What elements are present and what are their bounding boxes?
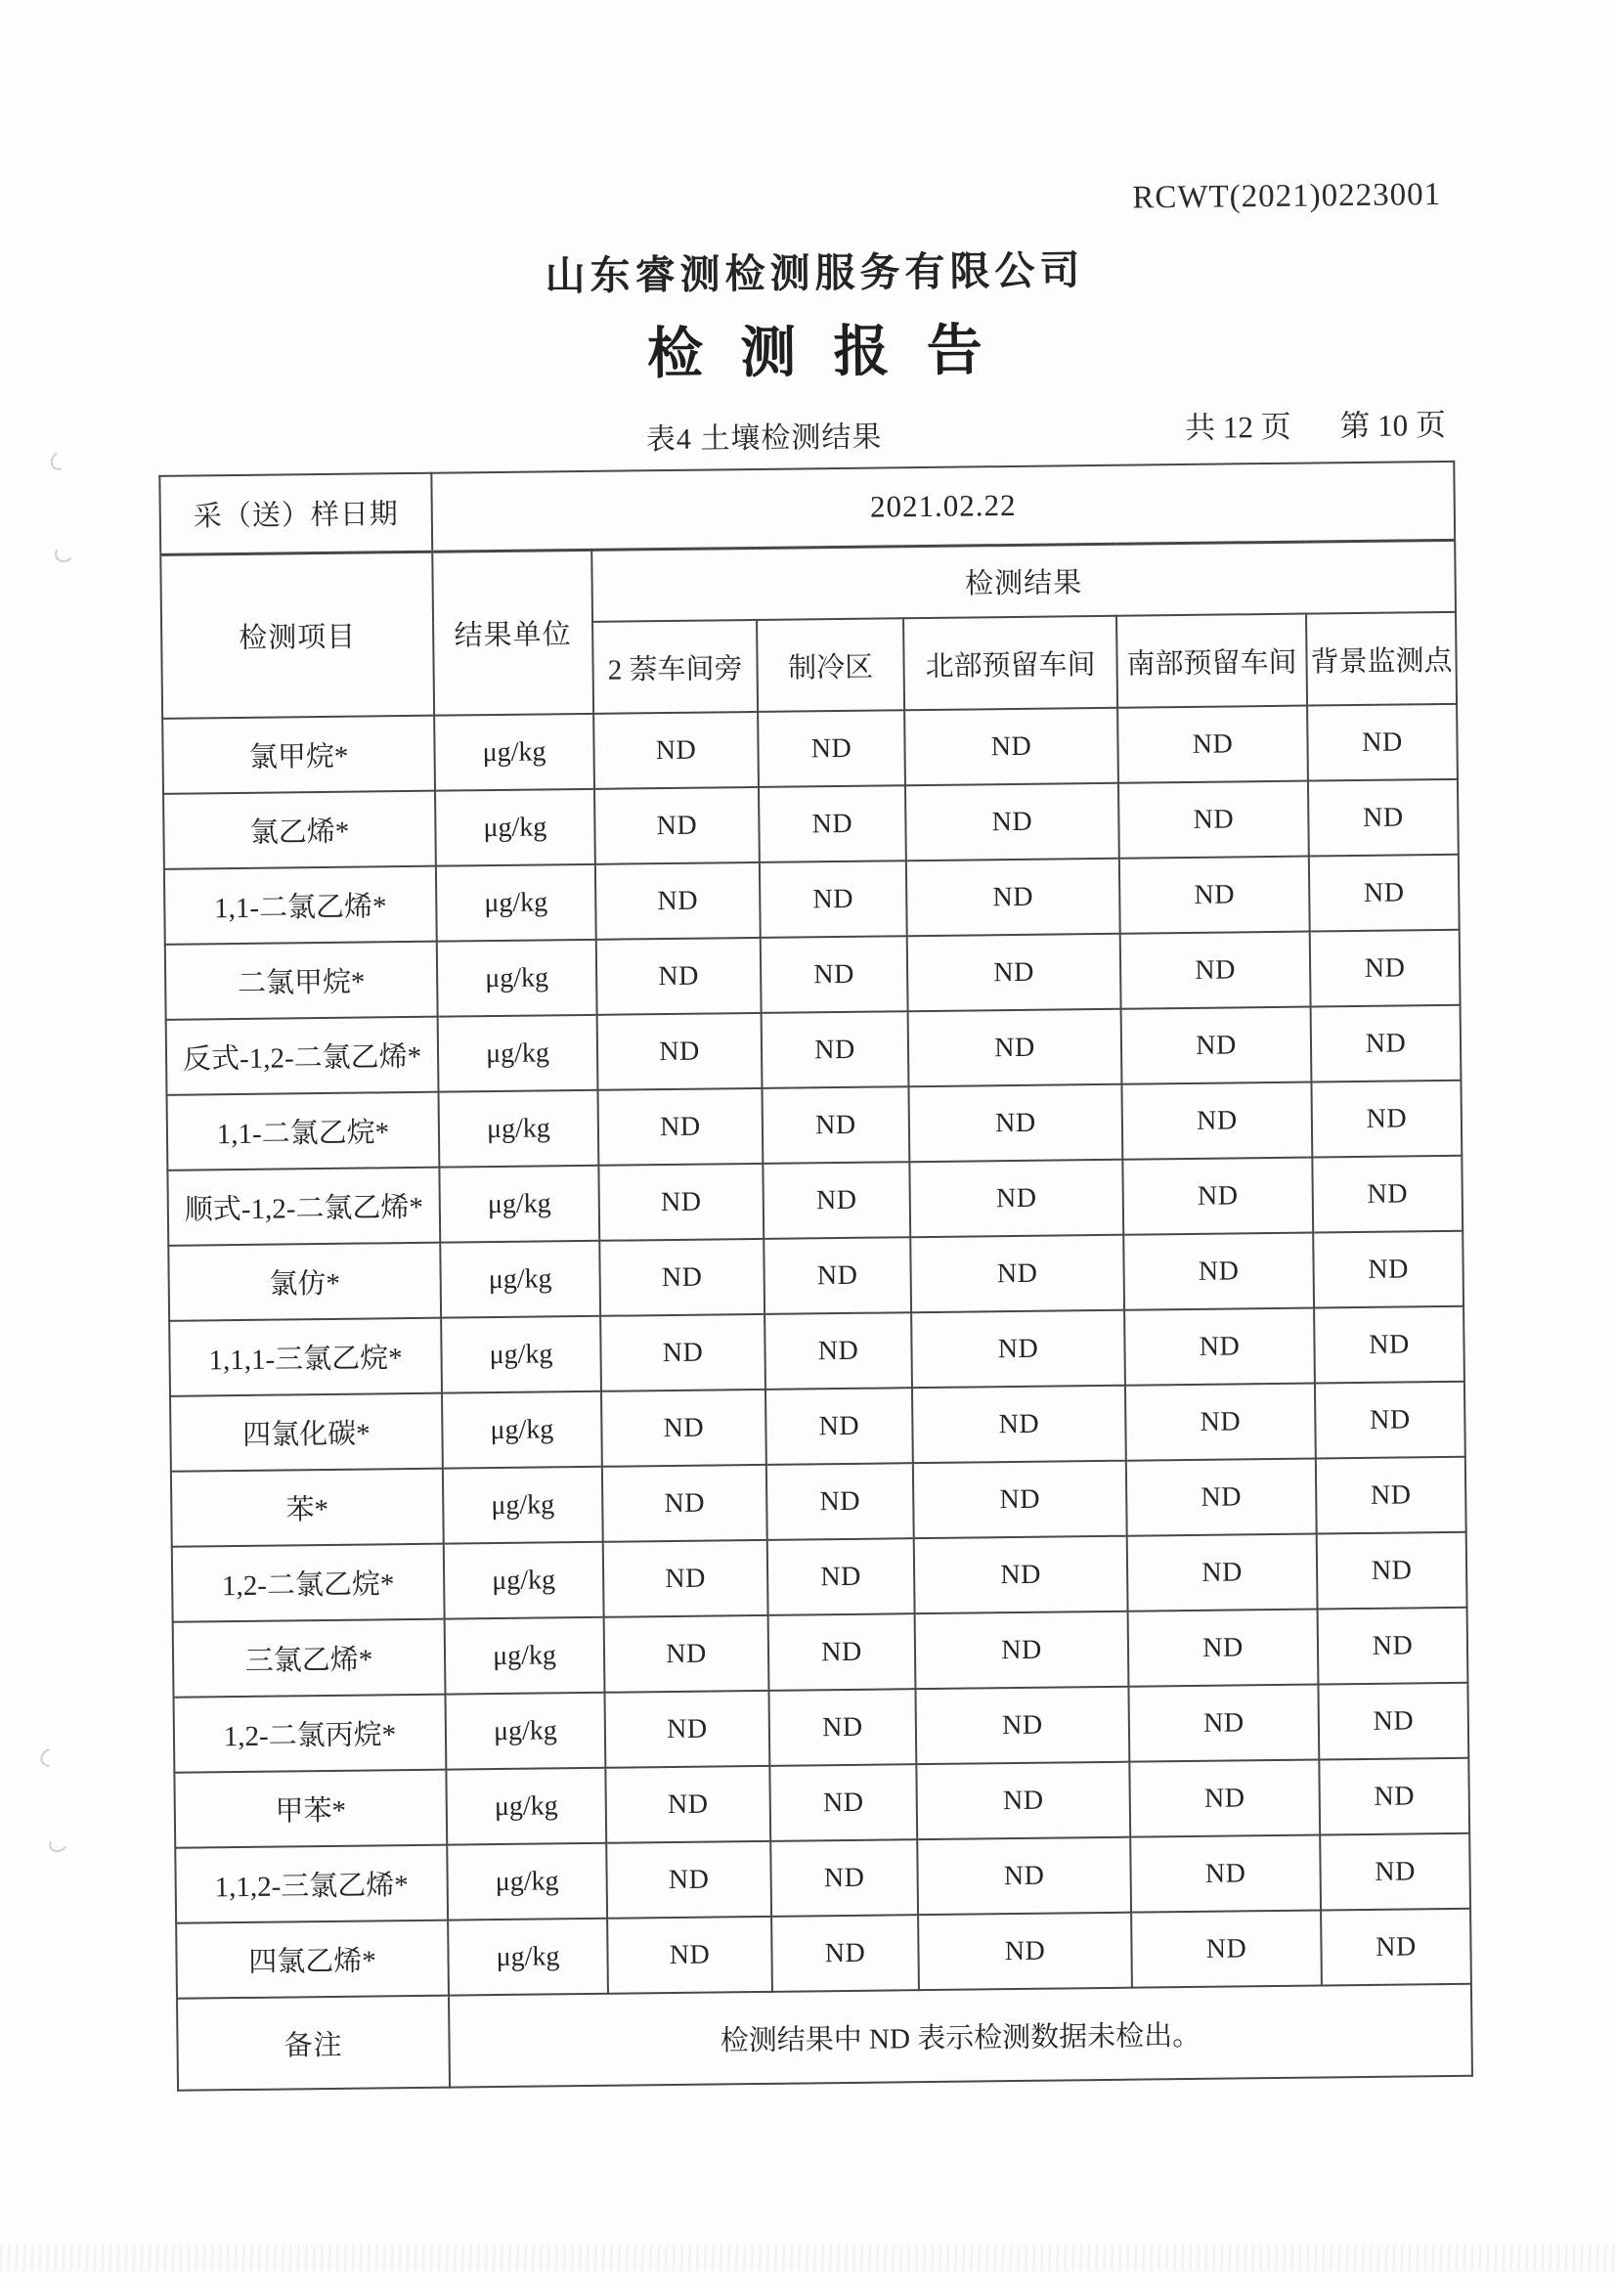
analyte-name-cell: 1,2-二氯丙烷* [174, 1695, 447, 1773]
result-value-cell: ND [764, 1312, 912, 1390]
page-current: 第 10 页 [1339, 407, 1447, 444]
result-value-cell: ND [758, 710, 905, 787]
result-value-cell: ND [1312, 1156, 1463, 1233]
result-value-cell: ND [606, 1841, 771, 1919]
result-value-cell: ND [770, 1839, 918, 1917]
table-row [174, 1758, 1469, 1848]
result-value-cell: ND [768, 1689, 916, 1766]
result-value-cell: ND [1310, 930, 1461, 1007]
result-value-cell: ND [1308, 779, 1459, 857]
result-value-cell: ND [759, 785, 906, 862]
result-value-cell: ND [1123, 1233, 1314, 1310]
analyte-name-cell: 顺式-1,2-二氯乙烯* [167, 1168, 440, 1246]
result-value-cell: ND [909, 1160, 1123, 1237]
analyte-name-cell: 氯甲烷* [162, 716, 435, 794]
result-value-cell: ND [1311, 1005, 1462, 1082]
report-title: 检 测 报 告 [646, 320, 995, 386]
table-row [164, 855, 1460, 945]
unit-cell: μg/kg [437, 940, 597, 1017]
result-value-cell: ND [771, 1915, 919, 1992]
result-value-cell: ND [1117, 706, 1308, 783]
result-value-cell: ND [1127, 1534, 1318, 1612]
unit-cell: μg/kg [445, 1693, 605, 1770]
results-table-footer [177, 1984, 1472, 2091]
result-value-cell: ND [1122, 1158, 1313, 1235]
result-value-cell: ND [1307, 704, 1458, 781]
result-value-cell: ND [1318, 1683, 1468, 1760]
unit-cell: μg/kg [446, 1768, 606, 1845]
analyte-name-cell: 1,1-二氯乙烯* [164, 866, 437, 945]
result-value-cell: ND [765, 1388, 913, 1465]
result-value-cell: ND [767, 1538, 915, 1615]
result-value-cell: ND [601, 1390, 766, 1467]
result-value-cell: ND [1124, 1308, 1315, 1386]
result-value-cell: ND [1309, 855, 1460, 932]
result-value-cell: ND [597, 1013, 763, 1090]
result-value-cell: ND [917, 1837, 1131, 1915]
result-value-cell: ND [905, 783, 1119, 861]
unit-cell: μg/kg [445, 1617, 605, 1695]
result-value-cell: ND [915, 1612, 1129, 1689]
result-value-cell: ND [1128, 1610, 1319, 1687]
unit-cell: μg/kg [448, 1919, 608, 1996]
result-value-cell: ND [1130, 1834, 1321, 1912]
result-value-cell: ND [768, 1613, 916, 1691]
sampling-date-value: 2021.02.22 [431, 462, 1455, 552]
result-value-cell: ND [766, 1463, 914, 1540]
unit-cell: μg/kg [439, 1090, 599, 1168]
result-value-cell: ND [600, 1314, 765, 1391]
unit-cell: μg/kg [444, 1542, 604, 1619]
unit-cell: μg/kg [434, 714, 594, 791]
note-row [177, 1984, 1472, 2091]
table-row [174, 1683, 1469, 1773]
analyte-name-cell: 1,2-二氯乙烷* [172, 1544, 445, 1622]
results-table-body [162, 704, 1471, 1999]
result-value-cell: ND [912, 1386, 1126, 1463]
results-table [158, 461, 1473, 2092]
result-value-cell: ND [760, 861, 907, 938]
unit-cell: μg/kg [442, 1391, 602, 1469]
pages-total: 共 12 页 [1184, 409, 1291, 445]
analyte-name-cell: 氯仿* [168, 1243, 441, 1321]
result-value-cell: ND [604, 1691, 769, 1768]
table-row [172, 1532, 1467, 1622]
result-value-cell: ND [906, 859, 1120, 936]
result-value-cell: ND [1313, 1231, 1463, 1308]
result-value-cell: ND [1118, 781, 1309, 859]
result-value-cell: ND [907, 934, 1121, 1011]
table-row [163, 779, 1459, 869]
page-info [1185, 400, 1446, 447]
result-value-cell: ND [1119, 857, 1310, 934]
result-value-cell: ND [1321, 1909, 1471, 1986]
result-value-cell: ND [1320, 1833, 1470, 1911]
unit-cell: μg/kg [440, 1241, 600, 1318]
result-group-header: 检测结果 [591, 540, 1456, 622]
result-value-cell: ND [1311, 1081, 1462, 1158]
result-value-cell: ND [1125, 1384, 1316, 1461]
result-value-cell: ND [904, 708, 1118, 785]
result-value-cell: ND [1121, 1082, 1312, 1160]
result-value-cell: ND [605, 1766, 770, 1843]
result-value-cell: ND [602, 1465, 767, 1542]
result-value-cell: ND [908, 1084, 1122, 1162]
result-value-cell: ND [762, 1011, 909, 1088]
sampling-date-row [159, 462, 1455, 554]
result-value-cell: ND [595, 862, 761, 940]
unit-cell: μg/kg [439, 1166, 599, 1243]
analyte-name-cell: 1,1,1-三氯乙烷* [169, 1318, 442, 1396]
result-value-cell: ND [604, 1615, 769, 1693]
location-header: 制冷区 [757, 618, 904, 712]
result-value-cell: ND [1120, 932, 1311, 1009]
location-header: 北部预留车间 [903, 616, 1117, 710]
location-header: 背景监测点 [1306, 612, 1457, 706]
location-header: 南部预留车间 [1116, 614, 1307, 708]
analyte-name-cell: 三氯乙烯* [173, 1619, 446, 1698]
result-value-cell: ND [594, 787, 760, 864]
result-value-cell: ND [762, 1086, 909, 1164]
report-number: RCWT(2021)0223001 [1132, 176, 1442, 216]
result-value-cell: ND [603, 1540, 768, 1617]
result-value-cell: ND [607, 1917, 772, 1994]
analyte-name-cell: 甲苯* [174, 1770, 447, 1848]
note-label: 备注 [177, 1996, 450, 2091]
note-text: 检测结果中 ND 表示检测数据未检出。 [449, 1984, 1472, 2088]
result-value-cell: ND [1319, 1758, 1469, 1835]
result-value-cell: ND [1121, 1007, 1312, 1084]
result-value-cell: ND [1316, 1457, 1466, 1534]
result-value-cell: ND [1314, 1306, 1464, 1384]
analyte-name-cell: 反式-1,2-二氯乙烯* [166, 1017, 439, 1095]
result-value-cell: ND [916, 1762, 1130, 1839]
unit-column-header: 结果单位 [432, 550, 593, 716]
analyte-name-cell: 1,1,2-三氯乙烯* [175, 1845, 448, 1923]
table-row [165, 930, 1461, 1020]
analyte-name-cell: 苯* [171, 1469, 444, 1547]
sampling-date-label: 采（送）样日期 [159, 473, 432, 554]
analyte-name-cell: 二氯甲烷* [165, 942, 438, 1020]
result-value-cell: ND [598, 1164, 764, 1241]
analyte-name-cell: 四氯化碳* [170, 1393, 443, 1472]
item-column-header: 检测项目 [160, 552, 434, 719]
result-value-cell: ND [1131, 1910, 1322, 1987]
result-value-cell: ND [764, 1237, 911, 1314]
analyte-name-cell: 氯乙烯* [163, 791, 436, 869]
table-row [173, 1608, 1468, 1698]
result-value-cell: ND [596, 938, 762, 1015]
company-name: 山东睿测检测服务有限公司 [545, 247, 1085, 299]
result-value-cell: ND [911, 1310, 1125, 1388]
result-value-cell: ND [1318, 1608, 1468, 1685]
unit-cell: μg/kg [438, 1015, 598, 1092]
table-row [176, 1909, 1471, 1999]
table-row [167, 1081, 1463, 1170]
table-caption: 表4 土壤检测结果 [645, 420, 883, 457]
result-value-cell: ND [597, 1088, 763, 1166]
unit-cell: μg/kg [435, 789, 595, 866]
result-value-cell: ND [761, 936, 908, 1013]
result-value-cell: ND [913, 1461, 1127, 1538]
result-value-cell: ND [910, 1235, 1124, 1312]
result-value-cell: ND [1126, 1459, 1317, 1536]
table-row [170, 1382, 1465, 1472]
result-value-cell: ND [593, 712, 759, 789]
result-value-cell: ND [914, 1536, 1128, 1613]
result-value-cell: ND [1317, 1532, 1467, 1610]
analyte-name-cell: 1,1-二氯乙烷* [167, 1092, 440, 1170]
result-value-cell: ND [908, 1009, 1122, 1086]
result-value-cell: ND [1128, 1685, 1319, 1762]
table-row [171, 1457, 1466, 1547]
location-header: 2 萘车间旁 [592, 620, 758, 714]
unit-cell: μg/kg [447, 1843, 607, 1921]
table-row [167, 1156, 1463, 1246]
result-value-cell: ND [769, 1764, 917, 1841]
results-table-header [159, 462, 1457, 719]
table-caption-row [158, 400, 1453, 462]
analyte-name-cell: 四氯乙烯* [176, 1921, 449, 1999]
table-row [162, 704, 1458, 794]
result-value-cell: ND [1315, 1382, 1465, 1459]
result-value-cell: ND [1129, 1759, 1320, 1836]
unit-cell: μg/kg [441, 1316, 601, 1393]
table-row [168, 1231, 1463, 1321]
unit-cell: μg/kg [436, 864, 596, 942]
result-value-cell: ND [915, 1687, 1129, 1764]
unit-cell: μg/kg [443, 1467, 603, 1544]
result-value-cell: ND [599, 1239, 764, 1316]
result-value-cell: ND [918, 1913, 1132, 1990]
table-row [166, 1005, 1462, 1095]
table-row [175, 1833, 1470, 1923]
result-value-cell: ND [763, 1162, 910, 1239]
table-row [169, 1306, 1464, 1396]
